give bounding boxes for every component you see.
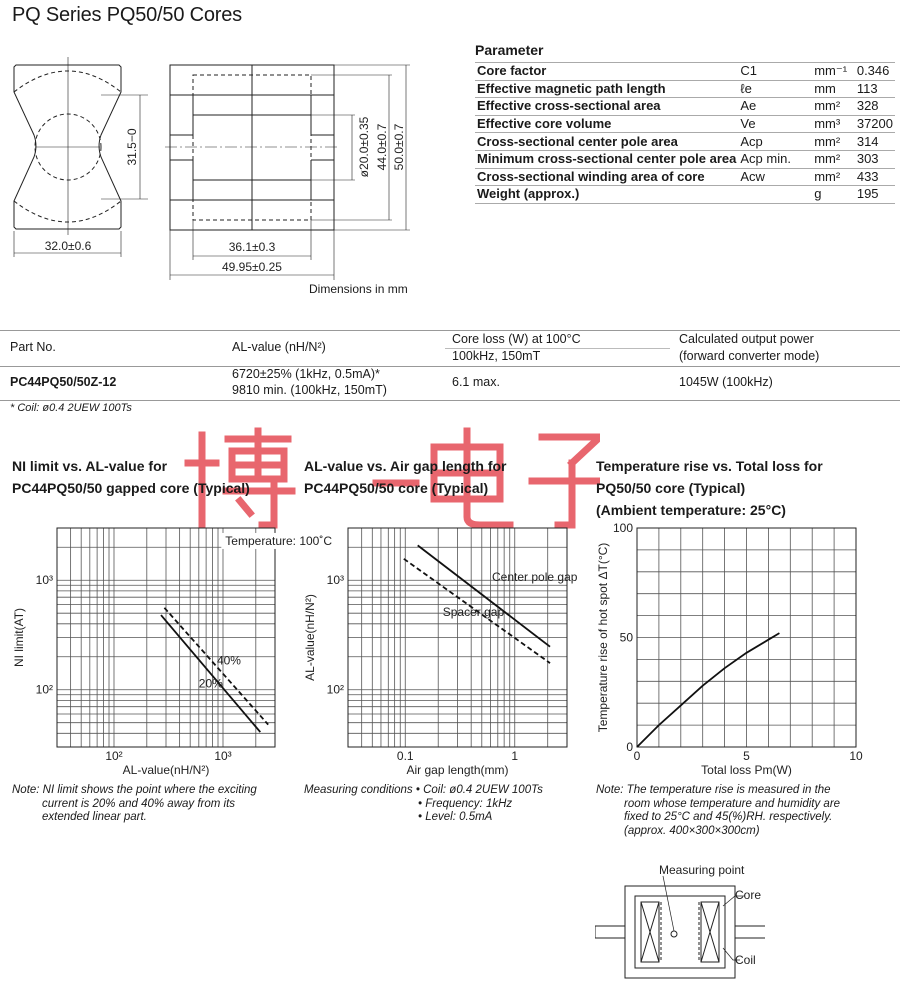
y-tick-label: 10² [35,682,53,697]
parameter-value: 0.346 [855,63,895,81]
core-label: Core [735,888,762,902]
parameter-value: 37200 [856,116,893,132]
parameter-unit: mm² [812,133,855,151]
parameter-name: Cross-sectional winding area of core [475,168,738,186]
parameter-name: Core factor [475,63,738,81]
parameter-unit: mm² [812,168,855,186]
parameter-value: 195 [855,186,895,204]
page-title: PQ Series PQ50/50 Cores [12,4,242,26]
parameter-name: Effective magnetic path length [475,80,738,98]
chart-annotation: 40% [216,653,241,668]
part-footnote: * Coil: ø0.4 2UEW 100Ts [10,402,132,414]
x-tick-label: 10³ [214,749,232,763]
parameter-unit: mm³ [812,115,855,133]
series-line--t [637,633,779,747]
chart-2 [303,528,578,777]
y-tick-label: 100 [612,521,633,535]
parameter-name: Weight (approx.) [475,186,738,204]
x-tick-label: 0.1 [396,749,414,763]
x-tick-label: 10² [105,749,123,763]
header-output-power: Calculated output power [679,332,814,346]
al-value-2: 9810 min. (100kHz, 150mT) [232,383,387,397]
chart-annotation: 20% [198,676,223,691]
series-line-20- [161,615,260,732]
series-line-center-pole-gap [418,545,550,646]
header-core-loss: Core loss (W) at 100°C [452,332,581,346]
chart2-title: AL-value vs. Air gap length for PC44PQ50/50 core (Typical) [304,458,507,496]
x-axis-label: Total loss Pm(W) [701,763,792,777]
parameter-symbol: Acp min. [738,150,812,168]
parameter-name: Effective core volume [475,115,738,133]
header-core-loss-cond: 100kHz, 150mT [452,349,541,363]
y-axis-label: Temperature rise of hot spot ΔT(°C) [596,542,610,733]
header-al-value: AL-value (nH/N²) [232,340,326,354]
part-number: PC44PQ50/50Z-12 [10,375,117,389]
x-tick-label: 10 [849,749,863,763]
header-output-mode: (forward converter mode) [679,349,820,363]
parameter-symbol: Ae [738,98,812,116]
x-tick-label: 5 [743,749,750,763]
header-part-no: Part No. [10,340,56,354]
y-tick-label: 10³ [326,573,344,588]
parameter-symbol: C1 [738,63,812,81]
chart-annotation: Temperature: 100˚C [225,533,333,548]
dim-slot: 31.5−0 [125,128,139,166]
y-tick-label: 10³ [35,573,53,588]
parameter-value: 113 [855,80,895,98]
dim-height: 50.0±0.7 [392,123,406,171]
parameter-unit: mm⁻¹ [812,63,855,81]
chart1-title: NI limit vs. AL-value for PC44PQ50/50 gapped core (Typical) [12,458,250,496]
parameter-name: Minimum cross-sectional center pole area [477,151,737,167]
parameter-unit: mm [812,80,855,98]
dim-outer-width: 49.95±0.25 [222,260,282,274]
measuring-point-diagram [595,858,795,983]
chart-3 [596,521,863,777]
x-tick-label: 0 [633,749,641,763]
measuring-point-label: Measuring point [659,863,745,877]
parameter-value: 314 [855,133,895,151]
parameter-unit: mm² [812,150,855,168]
y-axis-label: NI limit(AT) [12,607,26,668]
parameter-unit: mm² [812,98,855,116]
parameter-heading: Parameter [475,42,544,58]
coil-label: Coil [735,953,756,967]
core-loss-value: 6.1 max. [452,375,500,389]
parameter-symbol: Acp [738,133,812,151]
dimensions-note: Dimensions in mm [309,282,408,296]
dim-inner-width: 36.1±0.3 [228,240,276,254]
dim-inner-height: 44.0±0.7 [375,123,389,171]
chart-annotation: Spacer gap [442,605,505,620]
parameter-unit: g [812,186,855,204]
y-tick-label: 0 [626,740,633,754]
parameter-value: 328 [855,98,895,116]
dim-width: 32.0±0.6 [44,239,92,253]
parameter-value: 433 [855,168,895,186]
x-axis-label: Air gap length(mm) [406,763,509,777]
parameter-symbol: Acw [738,168,812,186]
x-tick-label: 1 [511,749,519,763]
output-power-value: 1045W (100kHz) [679,375,773,389]
parameter-value: 303 [855,150,895,168]
chart1-note: Note: NI limit shows the point where the exciting current is 20% and 40% away from its extended linear part. [12,784,257,823]
chart2-note: Measuring conditions • Coil: ø0.4 2UEW 100Ts • Frequency: 1kHz • Level: 0.5mA [304,784,543,823]
chart-annotation: Center pole gap [492,570,578,585]
chart-1 [12,528,333,777]
parameter-name: Cross-sectional center pole area [475,133,738,151]
al-value-1: 6720±25% (1kHz, 0.5mA)* [232,367,380,381]
parameter-name: Effective cross-sectional area [475,98,738,116]
chart3-title: Temperature rise vs. Total loss for PQ50/50 core (Typical) (Ambient temperature: 25°C) [596,458,823,518]
y-axis-label: AL-value(nH/N²) [303,594,317,681]
chart3-note: Note: The temperature rise is measured in the room whose temperature and humidity are fixed to 25°C and 45(%)RH. respectively. (approx. 400×300×300cm) [596,784,841,837]
parameter-symbol: ℓe [738,80,812,98]
y-tick-label: 10² [326,682,344,697]
x-axis-label: AL-value(nH/N²) [122,763,210,777]
parameter-symbol: Ve [738,115,812,133]
dim-pole-diameter: ø20.0±0.35 [357,116,371,178]
y-tick-label: 50 [619,630,633,645]
